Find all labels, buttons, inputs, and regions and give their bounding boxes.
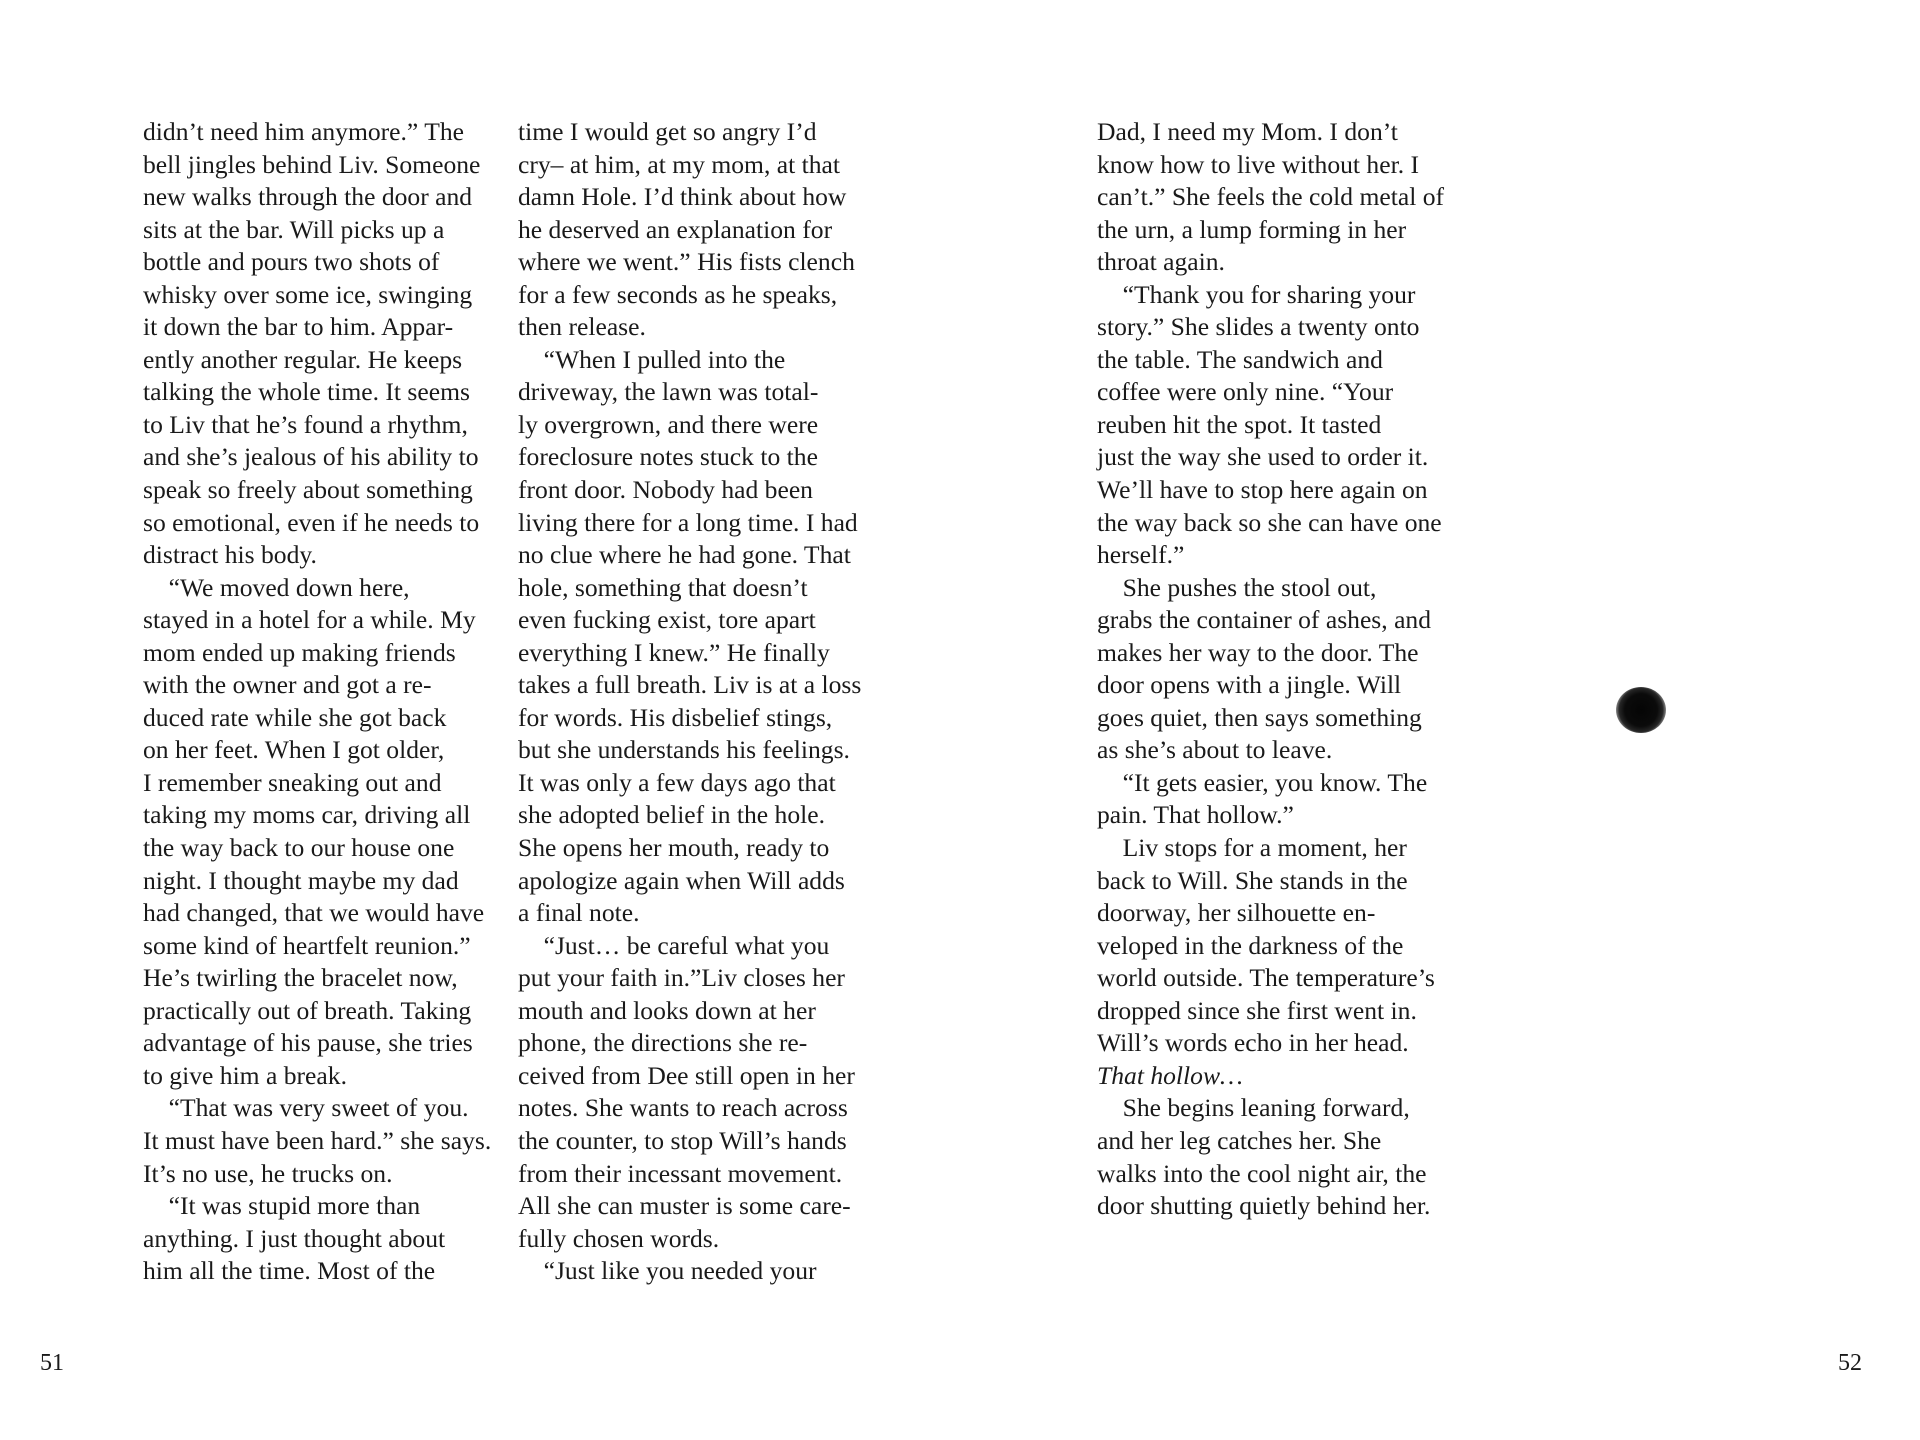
text-line: throat again. xyxy=(1097,247,1225,277)
text-line: living there for a long time. I had xyxy=(518,507,858,537)
text-line: ceived from Dee still open in her xyxy=(518,1060,855,1090)
text-line: stayed in a hotel for a while. My xyxy=(143,605,476,635)
text-line: apologize again when Will adds xyxy=(518,865,845,895)
text-line: doorway, her silhouette en- xyxy=(1097,898,1376,928)
text-line: goes quiet, then says something xyxy=(1097,702,1422,732)
text-line: mouth and looks down at her xyxy=(518,995,816,1025)
text-line: the counter, to stop Will’s hands xyxy=(518,1125,847,1155)
text-line: know how to live without her. I xyxy=(1097,149,1420,179)
text-line: coffee were only nine. “Your xyxy=(1097,377,1394,407)
text-line: “Just… be careful what you xyxy=(518,930,830,960)
text-line: damn Hole. I’d think about how xyxy=(518,182,847,212)
right-page-column xyxy=(1097,116,1444,1223)
text-line: driveway, the lawn was total- xyxy=(518,377,819,407)
text-line: from their incessant movement. xyxy=(518,1158,843,1188)
text-line: everything I knew.” He finally xyxy=(518,637,830,667)
text-line: reuben hit the spot. It tasted xyxy=(1097,409,1382,439)
text-line: as she’s about to leave. xyxy=(1097,735,1333,765)
text-line: “We moved down here, xyxy=(143,572,410,602)
text-line: dropped since she first went in. xyxy=(1097,995,1417,1025)
text-line: That hollow… xyxy=(1097,1060,1243,1090)
black-hole-illustration xyxy=(1616,687,1666,733)
text-line: “It gets easier, you know. The xyxy=(1097,767,1428,797)
text-line: a final note. xyxy=(518,898,640,928)
text-line: story.” She slides a twenty onto xyxy=(1097,312,1420,342)
text-line: the table. The sandwich and xyxy=(1097,344,1383,374)
text-line: where we went.” His fists clench xyxy=(518,247,855,277)
text-line: practically out of breath. Taking xyxy=(143,995,472,1025)
text-line: grabs the container of ashes, and xyxy=(1097,605,1432,635)
text-line: the urn, a lump forming in her xyxy=(1097,214,1407,244)
text-line: sits at the bar. Will picks up a xyxy=(143,214,445,244)
text-line: makes her way to the door. The xyxy=(1097,637,1419,667)
text-line: He’s twirling the bracelet now, xyxy=(143,963,458,993)
text-line: I remember sneaking out and xyxy=(143,767,442,797)
text-line: advantage of his pause, she tries xyxy=(143,1028,473,1058)
text-line: pain. That hollow.” xyxy=(1097,800,1294,830)
text-line: takes a full breath. Liv is at a loss xyxy=(518,670,862,700)
text-line: time I would get so angry I’d xyxy=(518,117,817,146)
text-line: the way back to our house one xyxy=(143,833,455,863)
text-line: speak so freely about something xyxy=(143,475,473,505)
text-line: veloped in the darkness of the xyxy=(1097,930,1404,960)
text-line: back to Will. She stands in the xyxy=(1097,865,1408,895)
left-page-column-2 xyxy=(518,116,861,1288)
text-line: but she understands his feelings. xyxy=(518,735,850,765)
text-line: had changed, that we would have xyxy=(143,898,485,928)
text-line: foreclosure notes stuck to the xyxy=(518,442,818,472)
text-line: ently another regular. He keeps xyxy=(143,344,463,374)
text-line: so emotional, even if he needs to xyxy=(143,507,480,537)
text-line: it down the bar to him. Appar- xyxy=(143,312,454,342)
text-line: some kind of heartfelt reunion.” xyxy=(143,930,471,960)
text-line: She opens her mouth, ready to xyxy=(518,833,830,863)
text-line: door opens with a jingle. Will xyxy=(1097,670,1402,700)
left-page-column-1 xyxy=(143,116,491,1288)
text-line: walks into the cool night air, the xyxy=(1097,1158,1427,1188)
text-line: taking my moms car, driving all xyxy=(143,800,471,830)
text-line: We’ll have to stop here again on xyxy=(1097,475,1428,505)
text-line: fully chosen words. xyxy=(518,1223,720,1253)
text-line: with the owner and got a re- xyxy=(143,670,432,700)
text-line: and her leg catches her. She xyxy=(1097,1125,1382,1155)
text-line: It must have been hard.” she says. xyxy=(143,1125,492,1155)
text-line: bell jingles behind Liv. Someone xyxy=(143,149,481,179)
text-line: She pushes the stool out, xyxy=(1097,572,1377,602)
text-line: anything. I just thought about xyxy=(143,1223,446,1253)
text-line: Will’s words echo in her head. xyxy=(1097,1028,1409,1058)
text-line: Dad, I need my Mom. I don’t xyxy=(1097,117,1398,146)
text-line: on her feet. When I got older, xyxy=(143,735,445,765)
text-line: put your faith in.”Liv closes her xyxy=(518,963,845,993)
text-line: talking the whole time. It seems xyxy=(143,377,470,407)
text-line: him all the time. Most of the xyxy=(143,1256,436,1286)
text-line: whisky over some ice, swinging xyxy=(143,279,473,309)
text-line: new walks through the door and xyxy=(143,182,473,212)
text-line: “It was stupid more than xyxy=(143,1191,421,1221)
text-line: then release. xyxy=(518,312,646,342)
text-line: she adopted belief in the hole. xyxy=(518,800,826,830)
text-line: world outside. The temperature’s xyxy=(1097,963,1435,993)
text-line: didn’t need him anymore.” The xyxy=(143,117,465,146)
text-line: even fucking exist, tore apart xyxy=(518,605,816,635)
text-line: and she’s jealous of his ability to xyxy=(143,442,479,472)
text-line: “When I pulled into the xyxy=(518,344,786,374)
text-line: cry– at him, at my mom, at that xyxy=(518,149,840,179)
text-line: just the way she used to order it. xyxy=(1097,442,1429,472)
text-line: bottle and pours two shots of xyxy=(143,247,440,277)
text-line: the way back so she can have one xyxy=(1097,507,1442,537)
text-line: for a few seconds as he speaks, xyxy=(518,279,838,309)
text-line: notes. She wants to reach across xyxy=(518,1093,848,1123)
text-line: door shutting quietly behind her. xyxy=(1097,1191,1431,1221)
text-line: to Liv that he’s found a rhythm, xyxy=(143,409,468,439)
text-line: ly overgrown, and there were xyxy=(518,409,819,439)
text-line: for words. His disbelief stings, xyxy=(518,702,833,732)
text-line: herself.” xyxy=(1097,540,1185,570)
text-line: She begins leaning forward, xyxy=(1097,1093,1410,1123)
text-line: no clue where he had gone. That xyxy=(518,540,851,570)
text-line: Liv stops for a moment, her xyxy=(1097,833,1407,863)
page-number-left: 51 xyxy=(40,1350,64,1376)
text-line: “That was very sweet of you. xyxy=(143,1093,469,1123)
text-line: phone, the directions she re- xyxy=(518,1028,808,1058)
text-line: It was only a few days ago that xyxy=(518,767,836,797)
text-line: can’t.” She feels the cold metal of xyxy=(1097,182,1445,212)
text-line: to give him a break. xyxy=(143,1060,347,1090)
text-line: hole, something that doesn’t xyxy=(518,572,808,602)
text-line: mom ended up making friends xyxy=(143,637,456,667)
text-line: “Just like you needed your xyxy=(518,1256,817,1286)
text-line: “Thank you for sharing your xyxy=(1097,279,1416,309)
text-line: front door. Nobody had been xyxy=(518,475,813,505)
text-line: It’s no use, he trucks on. xyxy=(143,1158,393,1188)
text-line: distract his body. xyxy=(143,540,317,570)
text-line: night. I thought maybe my dad xyxy=(143,865,459,895)
text-line: duced rate while she got back xyxy=(143,702,447,732)
text-line: he deserved an explanation for xyxy=(518,214,833,244)
page-number-right: 52 xyxy=(1838,1350,1862,1376)
text-line: All she can muster is some care- xyxy=(518,1191,851,1221)
